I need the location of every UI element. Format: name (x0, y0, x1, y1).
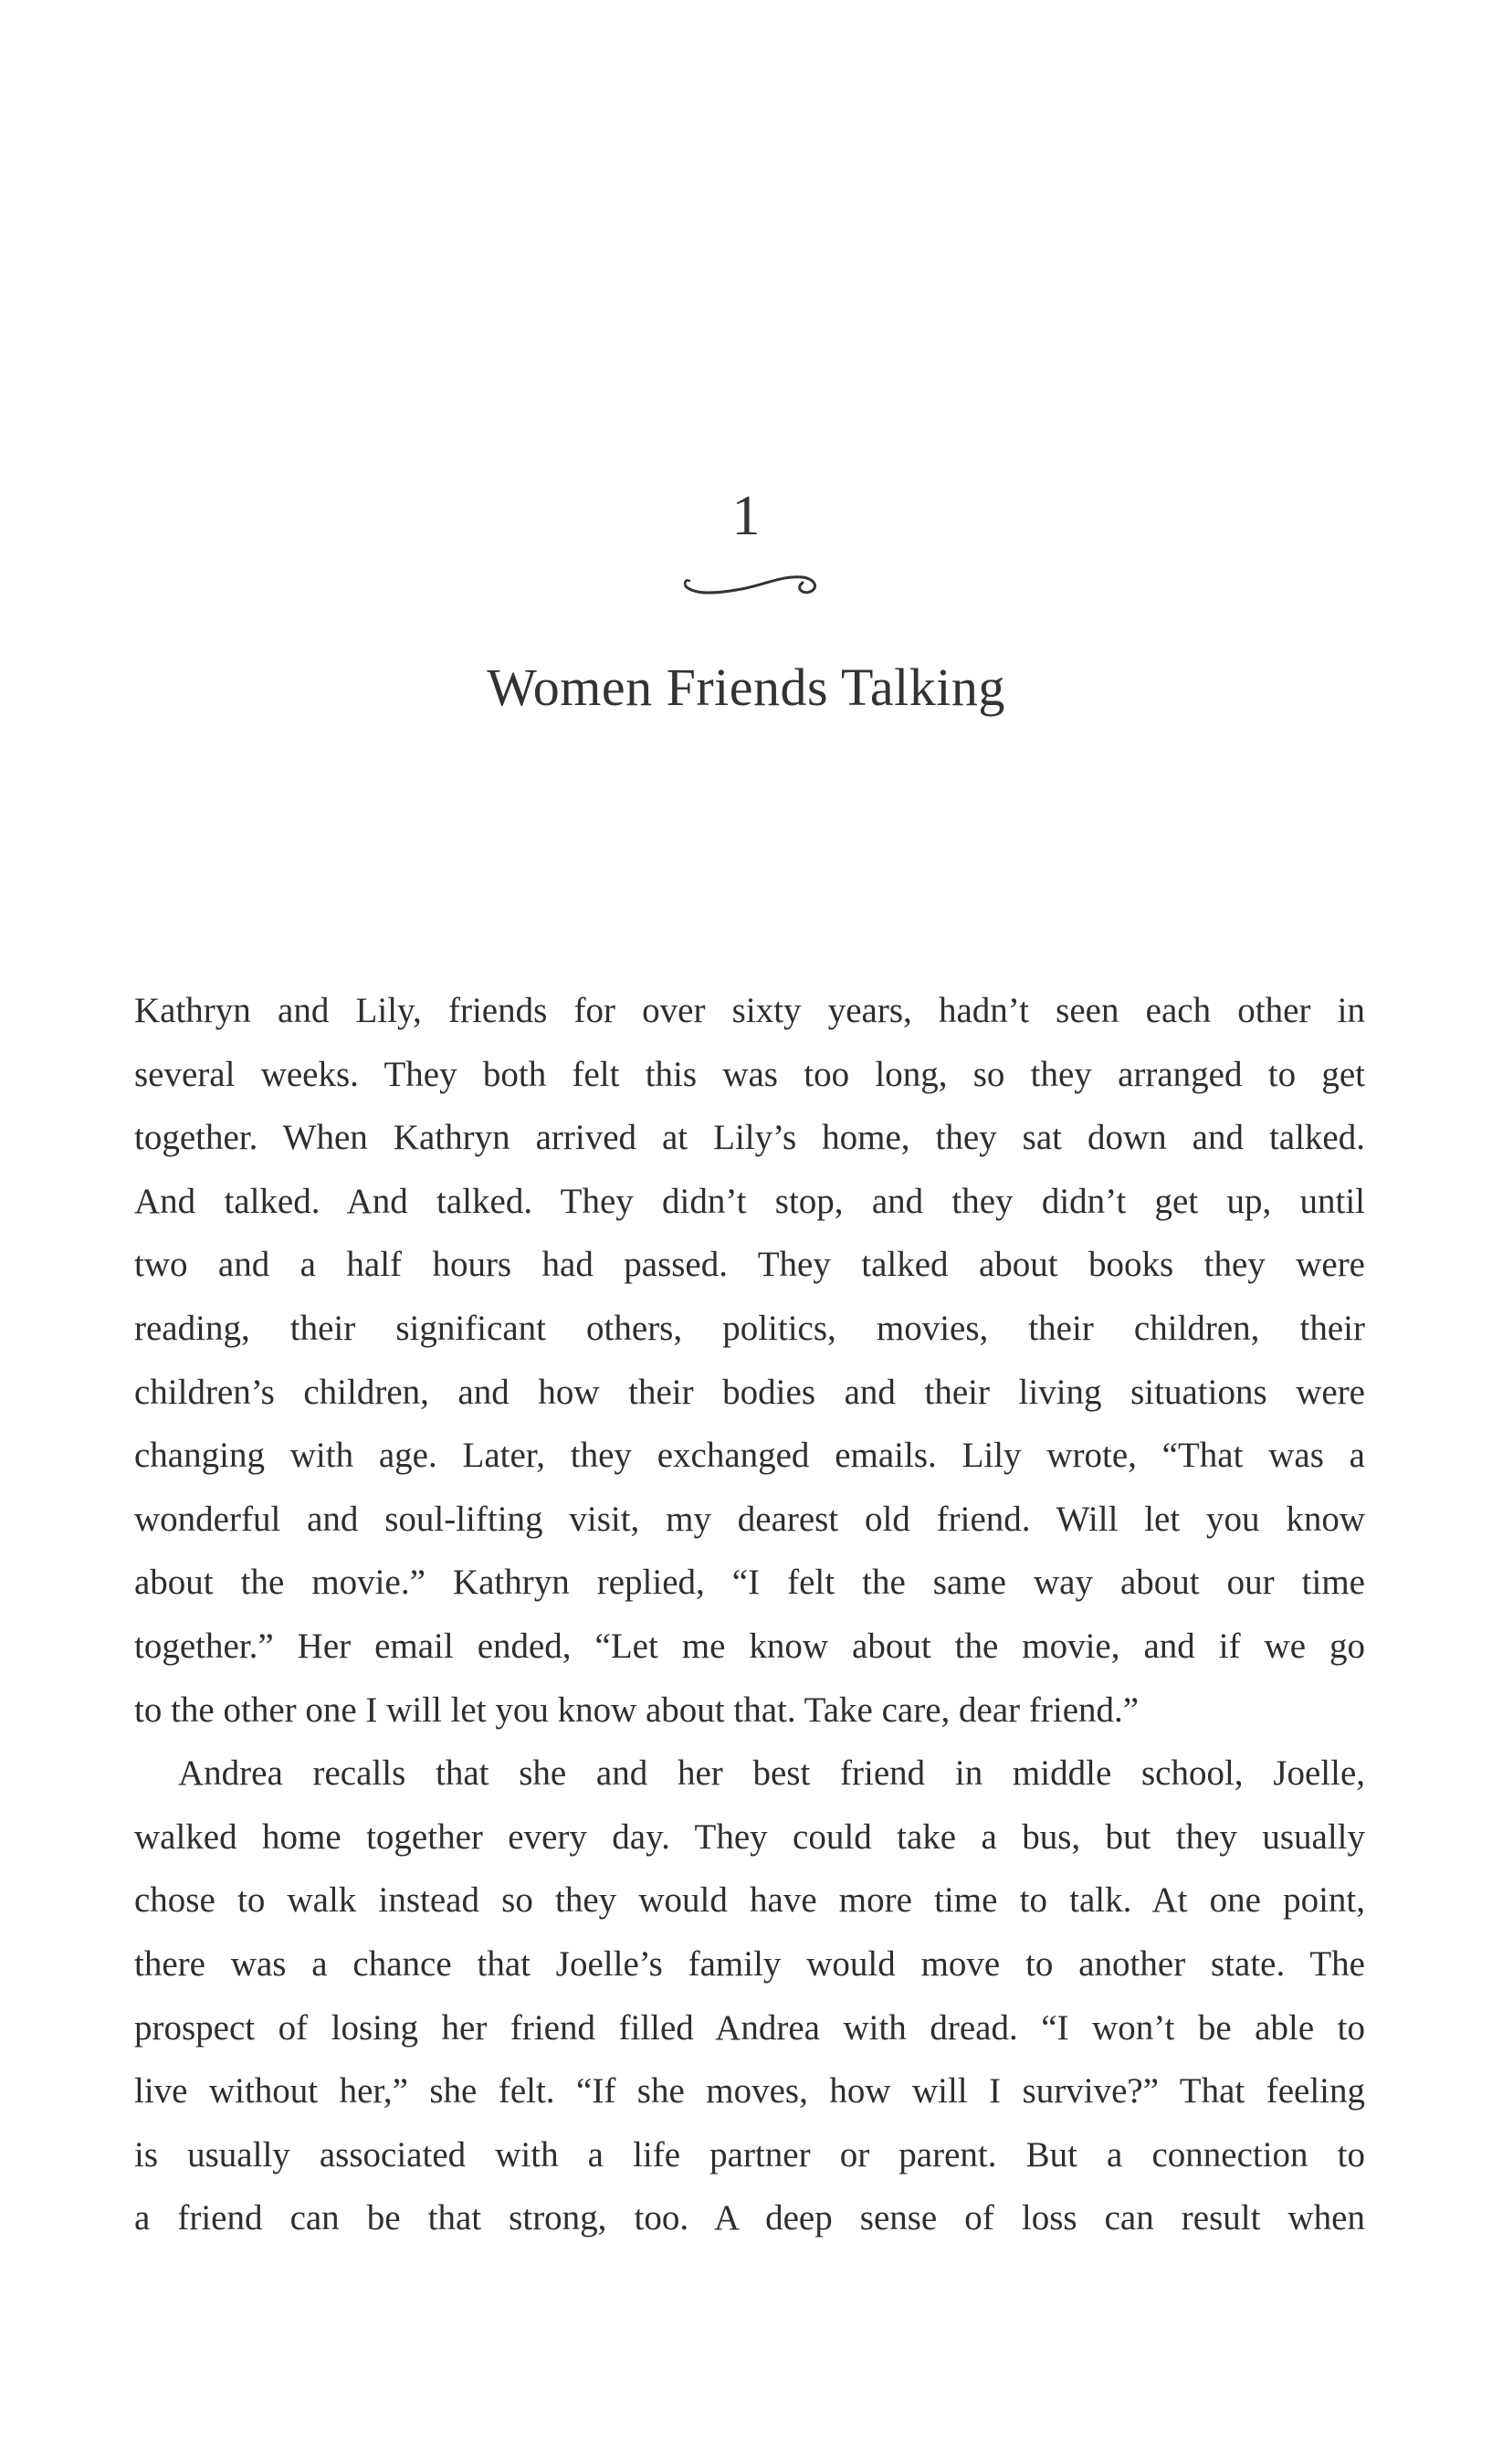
text-line: changing with age. Later, they exchanged emails. Lily wrote, “That was a (134, 1436, 1365, 1476)
chapter-title: Women Friends Talking (487, 658, 1005, 717)
text-line: chose to walk instead so they would have more time to talk. At one point, (134, 1880, 1365, 1921)
text-line: several weeks. They both felt this was too long, so they arranged to get (134, 1054, 1365, 1094)
text-line: together. When Kathryn arrived at Lily’s home, they sat down and talked. (134, 1118, 1365, 1158)
text-line: reading, their significant others, politics, movies, their children, their (134, 1308, 1365, 1348)
text-line: two and a half hours had passed. They talked about books they were (134, 1245, 1365, 1285)
text-line: to the other one I will let you know about that. Take care, dear friend.” (134, 1690, 1140, 1730)
body-text (134, 979, 1365, 2250)
text-line: about the movie.” Kathryn replied, “I felt the same way about our time (134, 1563, 1365, 1603)
text-line: Andrea recalls that she and her best friend in middle school, Joelle, (178, 1753, 1365, 1794)
text-line: And talked. And talked. They didn’t stop, and they didn’t get up, until (134, 1181, 1365, 1221)
text-line: there was a chance that Joelle’s family would move to another state. The (134, 1943, 1365, 1984)
text-line: wonderful and soul-lifting visit, my dearest old friend. Will let you know (134, 1499, 1365, 1539)
text-line: prospect of losing her friend filled Andrea with dread. “I won’t be able to (134, 2007, 1365, 2048)
text-line: Kathryn and Lily, friends for over sixty years, hadn’t seen each other in (134, 991, 1365, 1030)
paragraph-1 (134, 979, 1365, 1742)
swash-flourish-icon (682, 568, 825, 599)
text-line: walked home together every day. They could take a bus, but they usually (134, 1816, 1365, 1857)
chapter-number: 1 (731, 485, 761, 547)
text-line: live without her,” she felt. “If she moves, how will I survive?” That feeling (134, 2071, 1365, 2111)
text-line: children’s children, and how their bodies and their living situations were (134, 1372, 1365, 1412)
text-line: is usually associated with a life partner or parent. But a connection to (134, 2134, 1365, 2174)
text-line: a friend can be that strong, too. A deep sense of loss can result when (134, 2198, 1365, 2238)
text-line: together.” Her email ended, “Let me know about the movie, and if we go (134, 1626, 1365, 1666)
paragraph-2 (134, 1742, 1365, 2250)
